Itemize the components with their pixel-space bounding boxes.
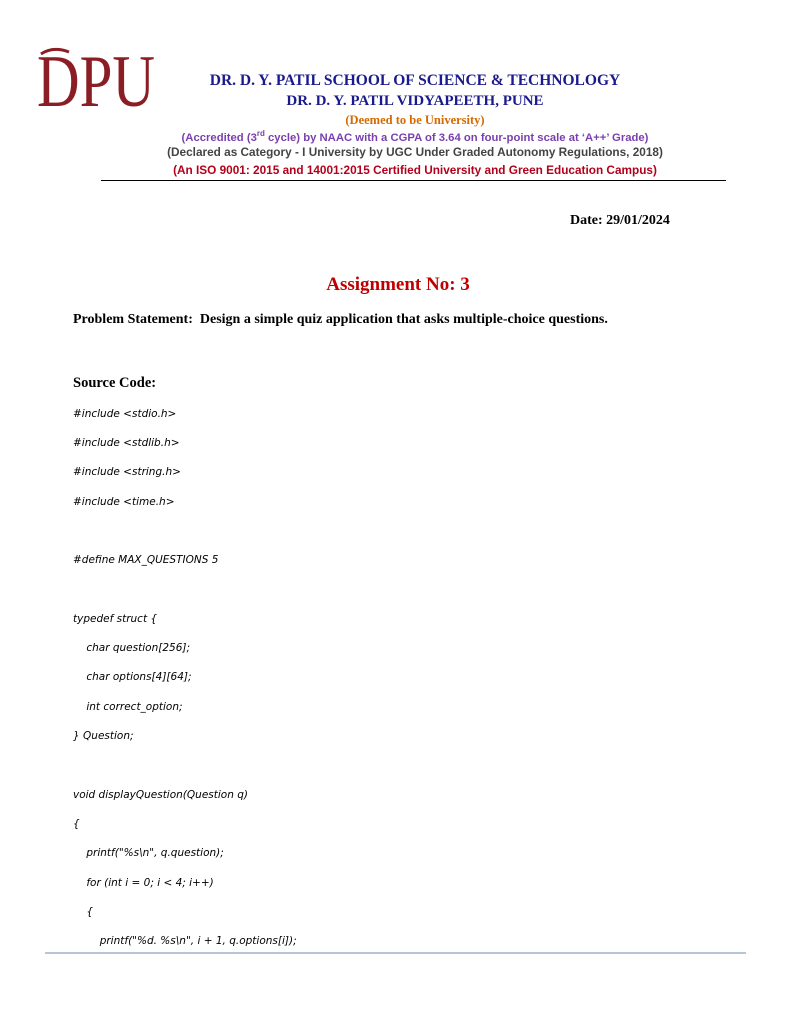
accreditation-superscript: rd xyxy=(256,129,265,138)
code-line: #include <time.h> xyxy=(73,496,175,508)
code-line: char options[4][64]; xyxy=(73,671,192,683)
code-line: #include <stdio.h> xyxy=(73,408,177,420)
accreditation-text-start: (Accredited (3 xyxy=(181,131,257,144)
code-line: { xyxy=(73,818,80,830)
code-line: typedef struct { xyxy=(73,613,158,625)
code-line: #include <string.h> xyxy=(73,466,181,478)
code-line: } Question; xyxy=(73,730,134,742)
code-line: char question[256]; xyxy=(73,642,191,654)
assignment-title: Assignment No: 3 xyxy=(326,274,470,295)
code-line: printf("%d. %s\n", i + 1, q.options[i]); xyxy=(73,935,297,947)
school-name: DR. D. Y. PATIL SCHOOL OF SCIENCE & TECHNOLOGY xyxy=(209,72,621,89)
university-name: DR. D. Y. PATIL VIDYAPEETH, PUNE xyxy=(286,93,544,109)
code-line: void displayQuestion(Question q) xyxy=(73,789,248,801)
footer-divider xyxy=(45,952,746,954)
accreditation-text-end: cycle) by NAAC with a CGPA of 3.64 on four-point scale at ‘A++’ Grade) xyxy=(264,131,649,144)
header-divider xyxy=(101,180,726,181)
code-line: for (int i = 0; i < 4; i++) xyxy=(73,877,214,889)
svg-text:DPU: DPU xyxy=(37,41,155,123)
problem-statement: Problem Statement: Design a simple quiz application that asks multiple-choice questions. xyxy=(73,312,608,327)
code-line: int correct_option; xyxy=(73,701,183,713)
dpu-logo xyxy=(35,40,157,123)
iso-note: (An ISO 9001: 2015 and 14001:2015 Certified University and Green Education Campus) xyxy=(173,163,657,177)
document-date: Date: 29/01/2024 xyxy=(570,213,670,228)
code-line: printf("%s\n", q.question); xyxy=(73,847,224,859)
code-line: #include <stdlib.h> xyxy=(73,437,180,449)
accreditation-note xyxy=(160,129,670,144)
code-line: { xyxy=(73,906,94,918)
deemed-university-note: (Deemed to be University) xyxy=(345,113,485,127)
source-code-heading: Source Code: xyxy=(73,375,157,391)
code-line: #define MAX_QUESTIONS 5 xyxy=(73,554,219,566)
category-note: (Declared as Category - I University by UGC Under Graded Autonomy Regulations, 2018) xyxy=(167,145,663,159)
